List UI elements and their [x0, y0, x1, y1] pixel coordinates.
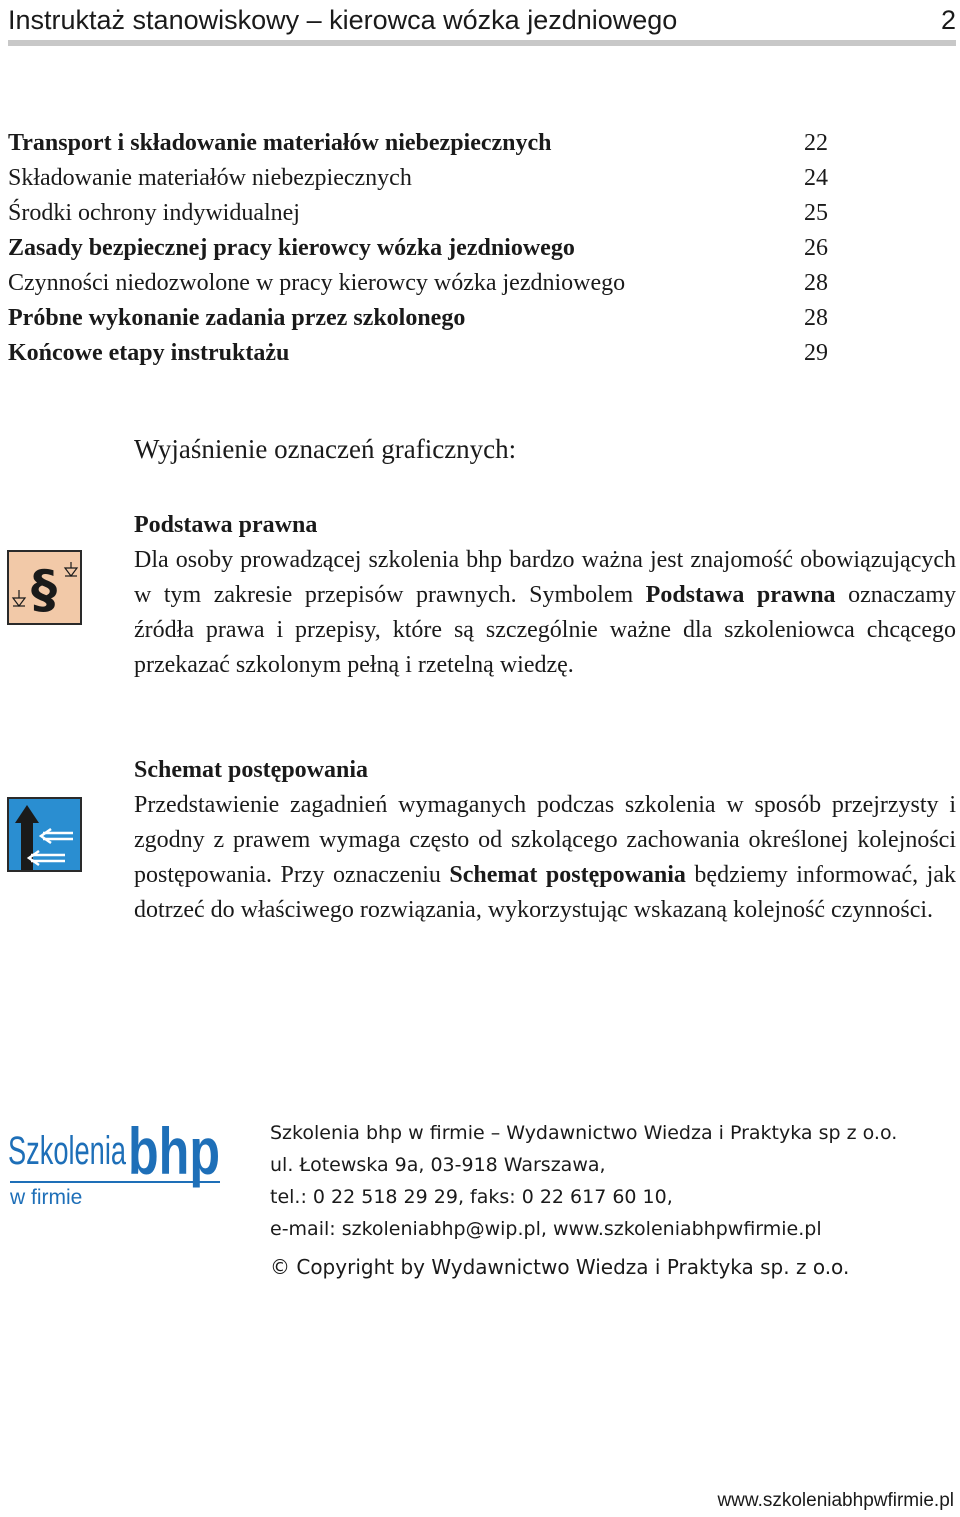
paragraph-scales-icon — [7, 550, 82, 625]
svg-text:§: § — [31, 560, 57, 620]
logo-word-szkolenia: Szkolenia — [8, 1129, 127, 1173]
toc-entry-page: 25 — [804, 200, 828, 226]
toc-entry[interactable] — [8, 126, 828, 161]
table-of-contents — [8, 126, 828, 371]
toc-entry[interactable] — [8, 231, 828, 266]
toc-entry[interactable] — [8, 161, 828, 196]
legend-scheme-heading: Schemat postępowania — [134, 757, 369, 783]
toc-entry-title: Środki ochrony indywidualnej — [8, 200, 300, 226]
legend-scheme-text — [134, 788, 956, 928]
legend-title: Wyjaśnienie oznaczeń graficznych: — [134, 434, 517, 464]
page-number: 2 — [940, 4, 956, 35]
logo-word-w-firmie: w firmie — [10, 1186, 83, 1207]
header-divider — [8, 40, 956, 46]
toc-entry-page: 28 — [804, 305, 828, 331]
arrows-scheme-icon — [7, 797, 82, 872]
toc-entry-page: 26 — [804, 235, 828, 261]
publisher-contact[interactable]: e-mail: szkoleniabhp@wip.pl, www.szkoleniabhpwfirmie.pl — [270, 1218, 822, 1240]
toc-entry-title: Próbne wykonanie zadania przez szkolonego — [8, 305, 466, 331]
toc-entry-page: 24 — [804, 165, 828, 191]
toc-entry[interactable] — [8, 301, 828, 336]
publisher-info — [270, 1117, 960, 1283]
logo-word-bhp: bhp — [128, 1114, 220, 1188]
page-header — [8, 0, 956, 40]
legend-law-section — [134, 508, 956, 683]
toc-entry-page: 29 — [804, 340, 828, 366]
toc-entry[interactable] — [8, 266, 828, 301]
toc-entry-page: 28 — [804, 270, 828, 296]
legend-scheme-emphasis: Schemat postępowania — [449, 862, 686, 888]
copyright-notice: © Copyright by Wydawnictwo Wiedza i Praktyka sp. z o.o. — [270, 1255, 850, 1279]
legend-law-emphasis: Podstawa prawna — [645, 582, 836, 608]
toc-entry-title: Składowanie materiałów niebezpiecznych — [8, 165, 412, 191]
toc-entry-title: Końcowe etapy instruktażu — [8, 340, 290, 366]
legend-law-text — [134, 543, 956, 683]
legend-scheme-section — [134, 753, 956, 928]
publisher-address: ul. Łotewska 9a, 03-918 Warszawa, — [270, 1154, 606, 1176]
toc-entry[interactable] — [8, 336, 828, 371]
document-title: Instruktaż stanowiskowy – kierowca wózka jezdniowego — [8, 4, 678, 35]
legend-scheme-text-part: będziemy informować, jak dotrzeć do właściwego rozwiązania, wykorzystując wskazaną kolejność czynności. — [134, 862, 956, 923]
toc-entry-page: 22 — [804, 130, 828, 156]
toc-entry-title: Zasady bezpiecznej pracy kierowcy wózka jezdniowego — [8, 235, 575, 261]
legend-law-text-part: Dla osoby prowadzącej szkolenia bhp bardzo ważna jest znajomość obowiązujących w tym zakresie przepisów prawnych. Symbolem — [134, 547, 956, 608]
website-link[interactable]: www.szkoleniabhpwfirmie.pl — [717, 1490, 954, 1511]
toc-entry[interactable] — [8, 196, 828, 231]
legend-law-text-part: oznaczamy źródła prawa i przepisy, które są szczególnie ważne dla szkoleniowca chcącego przekazać szkolonym pełną i rzetelną wiedzę. — [134, 582, 956, 678]
legend-law-heading: Podstawa prawna — [134, 512, 318, 538]
publisher-phone: tel.: 0 22 518 29 29, faks: 0 22 617 60 10, — [270, 1186, 673, 1208]
publisher-name: Szkolenia bhp w firmie – Wydawnictwo Wiedza i Praktyka sp z o.o. — [270, 1122, 898, 1144]
publisher-logo — [8, 1112, 223, 1207]
toc-entry-title: Czynności niedozwolone w pracy kierowcy wózka jezdniowego — [8, 270, 626, 296]
toc-entry-title: Transport i składowanie materiałów niebezpiecznych — [8, 130, 552, 156]
legend-scheme-text-part: Przedstawienie zagadnień wymaganych podczas szkolenia w sposób przejrzysty i zgodny z prawem wymaga często od szkolącego zachowania określonej kolejności postępowania. Przy oznaczeniu — [134, 792, 956, 888]
